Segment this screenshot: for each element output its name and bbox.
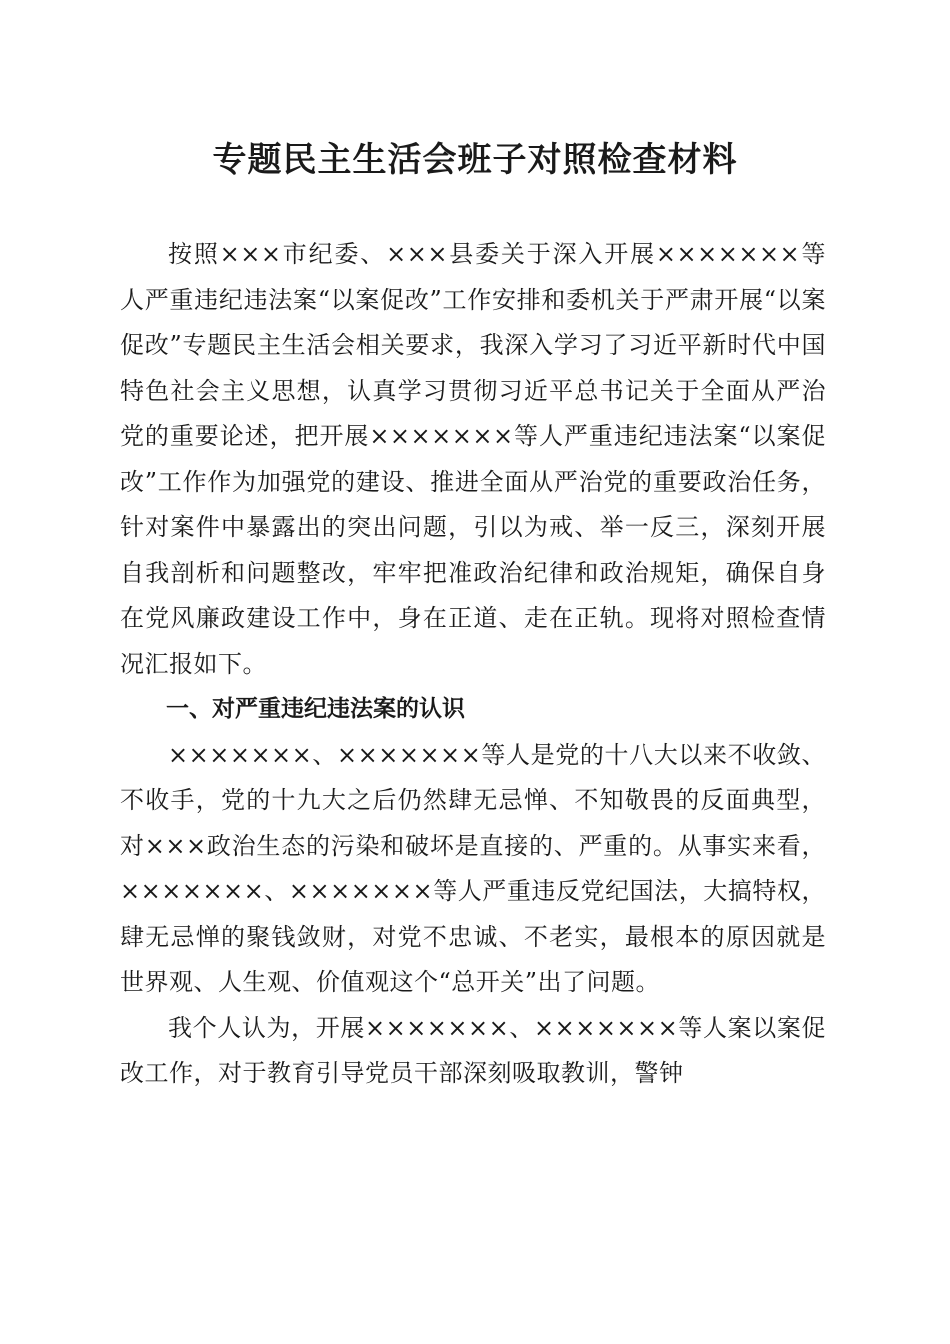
section-heading-1: 一、对严重违纪违法案的认识 bbox=[166, 696, 465, 722]
intro-paragraph: 按照×××市纪委、×××县委关于深入开展×××××××等人严重违纪违法案“以案促改”工作安排和委机关于严肃开展“以案促改”专题民主生活会相关要求，我深入学习了习近平新时代中国特色社会主义思想，认真学习贯彻习近平总书记关于全面从严治党的重要论述，把开展×××××××等人严重违纪违法案“以案促改”工作作为加强党的建设、推进全面从严治党的重要政治任务，针对案件中暴露出的突出问题，引以为戒、举一反三，深刻开展自我剖析和问题整改，牢牢把准政治纪律和政治规矩，确保自身在党风廉政建设工作中，身在正道、走在正轨。现将对照检查情况汇报如下。 bbox=[120, 240, 826, 678]
section-1-paragraph-1: ×××××××、×××××××等人是党的十八大以来不收敛、不收手，党的十九大之后仍然肆无忌惮、不知敬畏的反面典型，对×××政治生态的污染和破坏是直接的、严重的。从事实来看，×××××××、×××××××等人严重违反党纪国法，大搞特权，肆无忌惮的聚钱敛财，对党不忠诚、不老实，最根本的原因就是世界观、人生观、价值观这个“总开关”出了问题。 bbox=[120, 740, 826, 996]
section-1-paragraph-2: 我个人认为，开展×××××××、×××××××等人案以案促改工作，对于教育引导党员干部深刻吸取教训，警钟 bbox=[120, 1013, 826, 1087]
document-body bbox=[120, 232, 826, 1097]
document-title: 专题民主生活会班子对照检查材料 bbox=[212, 140, 738, 180]
